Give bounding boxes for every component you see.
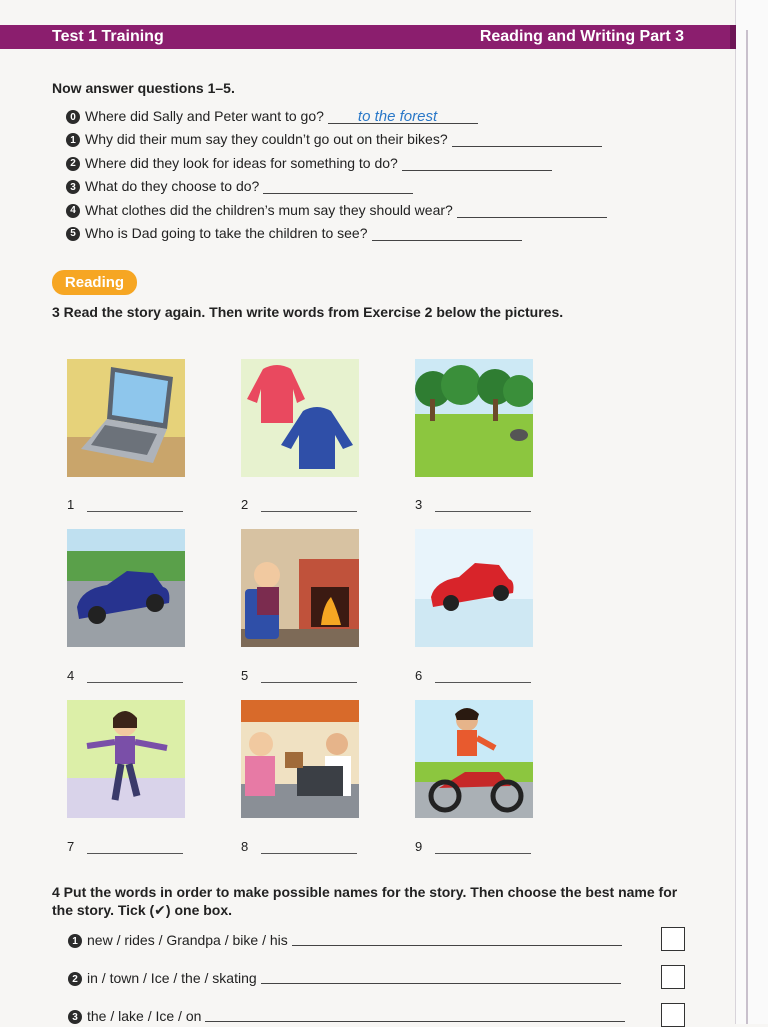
picture-number: 5 <box>241 668 249 683</box>
picture-label-4 <box>67 668 183 683</box>
questions-title: Now answer questions 1–5. <box>52 80 235 96</box>
question-text: Who is Dad going to take the children to see? <box>85 224 368 241</box>
write-line[interactable] <box>87 672 183 683</box>
option-number: 3 <box>68 1010 82 1024</box>
page-edge-line <box>746 30 748 1024</box>
picture-number: 2 <box>241 497 249 512</box>
option-row-1 <box>68 932 622 948</box>
picture-label-6 <box>415 668 531 683</box>
header-cap <box>730 25 736 49</box>
option-row-3 <box>68 1008 625 1024</box>
red-car-snow-icon <box>415 529 533 647</box>
laptop-icon <box>67 359 185 477</box>
forest-icon <box>415 359 533 477</box>
question-number: 2 <box>66 157 80 171</box>
tick-box-2[interactable] <box>661 965 685 989</box>
question-row-3 <box>66 178 607 201</box>
answer-line[interactable] <box>328 108 478 124</box>
write-line[interactable] <box>435 501 531 512</box>
question-row-5 <box>66 225 607 248</box>
picture-label-5 <box>241 668 357 683</box>
question-text: Why did their mum say they couldn’t go out on their bikes? <box>85 131 448 148</box>
option-row-2 <box>68 970 621 986</box>
picture-number: 7 <box>67 839 75 854</box>
page-header <box>0 25 736 49</box>
picture-label-2 <box>241 497 357 512</box>
motorbike-icon <box>415 700 533 818</box>
picture-number: 8 <box>241 839 249 854</box>
option-write-line[interactable] <box>292 935 622 946</box>
option-text: the / lake / Ice / on <box>87 1008 202 1024</box>
question-number: 3 <box>66 180 80 194</box>
picture-number: 6 <box>415 668 423 683</box>
write-line[interactable] <box>261 501 357 512</box>
option-text: in / town / Ice / the / skating <box>87 970 257 986</box>
jackets-icon <box>241 359 359 477</box>
question-number: 0 <box>66 110 80 124</box>
write-line[interactable] <box>87 501 183 512</box>
write-line[interactable] <box>261 672 357 683</box>
option-write-line[interactable] <box>205 1011 625 1022</box>
picture-number: 3 <box>415 497 423 512</box>
blue-car-icon <box>67 529 185 647</box>
write-line[interactable] <box>87 843 183 854</box>
picture-label-8 <box>241 839 357 854</box>
write-line[interactable] <box>435 843 531 854</box>
exercise4-title: 4 Put the words in order to make possible names for the story. Then choose the best name for the story. Tick (✔) one box. <box>52 884 678 918</box>
fireplace-icon <box>241 529 359 647</box>
question-text: Where did they look for ideas for something to do? <box>85 154 398 171</box>
question-text: Where did Sally and Peter want to go? <box>85 108 324 124</box>
question-number: 4 <box>66 204 80 218</box>
header-left-title: Test 1 Training <box>52 28 164 45</box>
picture-label-7 <box>67 839 183 854</box>
answer-line[interactable] <box>457 202 607 218</box>
header-right-title: Reading and Writing Part 3 <box>479 28 684 45</box>
picture-number: 9 <box>415 839 423 854</box>
reading-badge: Reading <box>52 270 137 295</box>
picture-number: 4 <box>67 668 75 683</box>
question-text: What clothes did the children’s mum say they should wear? <box>85 201 453 218</box>
picture-label-3 <box>415 497 531 512</box>
answer-line[interactable] <box>263 178 413 194</box>
question-row-2 <box>66 155 607 178</box>
answer-line[interactable] <box>402 155 552 171</box>
exercise3-title: 3 Read the story again. Then write words from Exercise 2 below the pictures. <box>52 304 564 320</box>
option-text: new / rides / Grandpa / bike / his <box>87 932 288 948</box>
question-row-0 <box>66 108 607 131</box>
option-number: 1 <box>68 934 82 948</box>
question-list <box>66 108 607 248</box>
ice-skater-icon <box>67 700 185 818</box>
picture-number: 1 <box>67 497 75 512</box>
answer-text: to the forest <box>357 108 438 125</box>
tick-box-3[interactable] <box>661 1003 685 1027</box>
answer-line[interactable] <box>372 225 522 241</box>
tick-box-1[interactable] <box>661 927 685 951</box>
picture-label-9 <box>415 839 531 854</box>
question-number: 1 <box>66 133 80 147</box>
answer-line[interactable] <box>452 131 602 147</box>
question-row-1 <box>66 131 607 154</box>
shop-counter-icon <box>241 700 359 818</box>
option-number: 2 <box>68 972 82 986</box>
picture-label-1 <box>67 497 183 512</box>
question-row-4 <box>66 202 607 225</box>
question-number: 5 <box>66 227 80 241</box>
option-write-line[interactable] <box>261 973 621 984</box>
write-line[interactable] <box>261 843 357 854</box>
page-edge <box>735 0 768 1024</box>
question-text: What do they choose to do? <box>85 178 260 195</box>
write-line[interactable] <box>435 672 531 683</box>
